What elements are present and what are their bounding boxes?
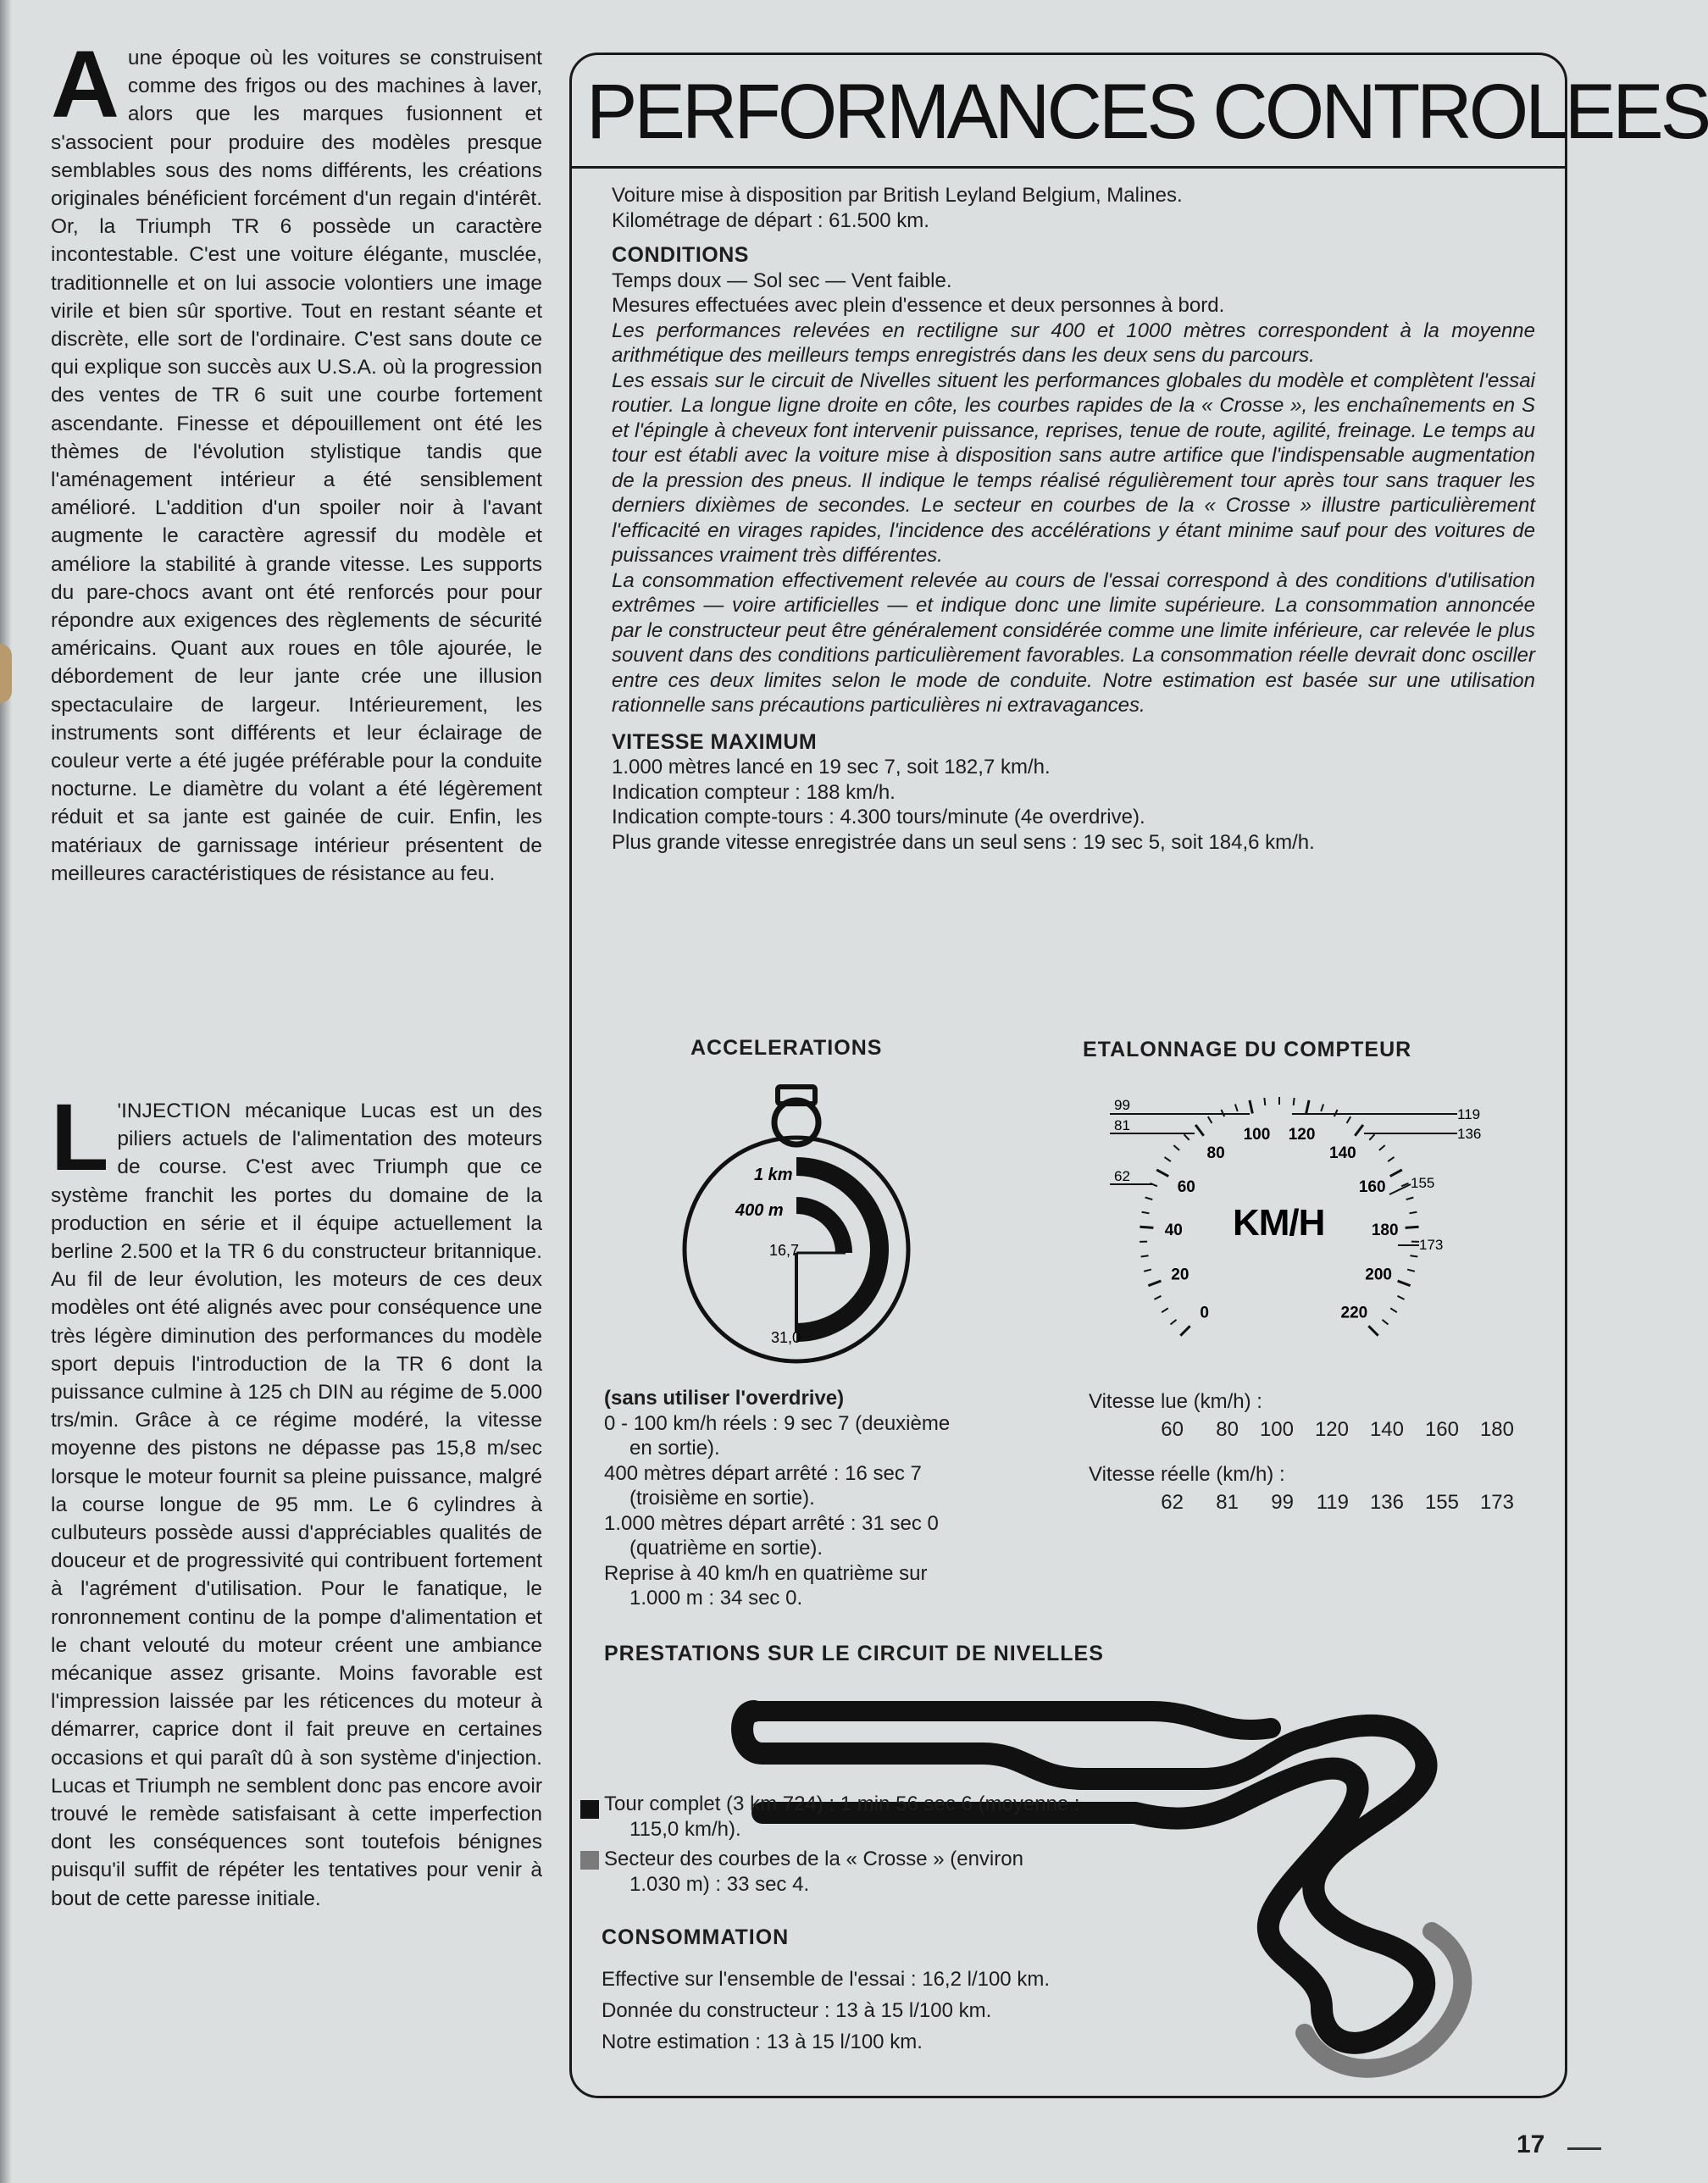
article-paragraph-2 <box>51 1084 542 1913</box>
article-paragraph-1 <box>51 31 542 888</box>
gauge-label-20: 20 <box>1171 1266 1190 1284</box>
gauge-minor-tick <box>1141 1255 1149 1256</box>
tour-line-1: Tour complet (3 km 724) : 1 min 56 sec 6 (moyenne : <box>604 1792 1080 1815</box>
gauge-major-tick <box>1250 1100 1252 1114</box>
intro-line-1: Voiture mise à disposition par British Leyland Belgium, Malines. <box>612 184 1183 207</box>
conditions-italic-1: Les performances relevées en rectiligne sur 400 et 1000 mètres correspondent à la moyenne arithmétique des meilleurs temps enregistrés dans les deux sens du parcours. <box>612 319 1535 367</box>
circuit-straight <box>754 1711 1271 1730</box>
gauge-unit: KM/H <box>1233 1202 1325 1244</box>
vitesse-reelle-label: Vitesse réelle (km/h) : <box>1089 1463 1285 1486</box>
etalonnage-heading: ETALONNAGE DU COMPTEUR <box>1083 1038 1412 1061</box>
gauge-label-120: 120 <box>1288 1125 1316 1144</box>
label-310: 31,0 <box>771 1329 801 1346</box>
speedometer-diagram <box>1084 1093 1482 1364</box>
lue-value: 60 <box>1161 1418 1184 1441</box>
gauge-minor-tick <box>1184 1134 1190 1140</box>
accel-line-1b: en sortie). <box>629 1437 720 1460</box>
page-edge-mark <box>0 644 12 703</box>
side-label-155: 155 <box>1411 1175 1435 1191</box>
legend-grey-square <box>580 1851 599 1870</box>
lue-value: 180 <box>1479 1418 1514 1441</box>
lue-value: 160 <box>1424 1418 1459 1441</box>
page-number: 17 <box>1517 2130 1545 2158</box>
gauge-major-tick <box>1368 1326 1378 1335</box>
conditions-line-2: Mesures effectuées avec plein d'essence et deux personnes à bord. <box>612 294 1225 317</box>
side-label-62: 62 <box>1114 1168 1130 1184</box>
gauge-minor-tick <box>1142 1212 1150 1214</box>
conso-line-2: Donnée du constructeur : 13 à 15 l/100 km. <box>602 1999 992 2022</box>
label-167: 16,7 <box>769 1242 800 1259</box>
gauge-minor-tick <box>1162 1308 1168 1312</box>
reelle-value: 173 <box>1479 1491 1514 1514</box>
gauge-major-tick <box>1390 1170 1402 1177</box>
gauge-minor-tick <box>1397 1296 1404 1299</box>
reelle-value: 81 <box>1216 1491 1239 1514</box>
circuit-stats <box>604 1792 1214 1897</box>
dropcap-a: A <box>51 31 119 137</box>
label-400m: 400 m <box>735 1201 784 1220</box>
box-title: PERFORMANCES CONTROLEES <box>586 69 1708 155</box>
gauge-label-60: 60 <box>1177 1178 1195 1197</box>
accel-line-3: 1.000 mètres départ arrêté : 31 sec 0 <box>604 1511 939 1535</box>
circuit-heading: PRESTATIONS SUR LE CIRCUIT DE NIVELLES <box>604 1642 1104 1665</box>
secteur-line-1b: 1.030 m) : 33 sec 4. <box>629 1872 810 1896</box>
dropcap-l: L <box>51 1084 109 1190</box>
side-label-99: 99 <box>1114 1097 1130 1113</box>
gauge-minor-tick <box>1379 1145 1385 1150</box>
gauge-minor-tick <box>1171 1320 1177 1325</box>
gauge-major-tick <box>1195 1125 1204 1136</box>
conso-line-3: Notre estimation : 13 à 15 l/100 km. <box>602 2031 923 2053</box>
title-rule <box>569 166 1567 169</box>
gauge-label-100: 100 <box>1243 1125 1271 1144</box>
gauge-label-180: 180 <box>1371 1222 1399 1240</box>
accel-line-1: 0 - 100 km/h réels : 9 sec 7 (deuxième <box>604 1411 951 1435</box>
accel-line-2b: (troisième en sortie). <box>629 1487 815 1510</box>
reelle-value: 136 <box>1369 1491 1404 1514</box>
stopwatch-diagram <box>669 1080 923 1381</box>
gauge-minor-tick <box>1144 1270 1151 1272</box>
gauge-label-140: 140 <box>1329 1144 1356 1162</box>
intro-line-2: Kilométrage de départ : 61.500 km. <box>612 208 929 232</box>
legend-black-square <box>580 1800 599 1819</box>
gauge-minor-tick <box>1164 1157 1170 1161</box>
accel-line-4b: 1.000 m : 34 sec 0. <box>629 1587 803 1610</box>
leader-155 <box>1389 1184 1411 1194</box>
gauge-minor-tick <box>1347 1116 1351 1123</box>
arc-400m <box>796 1205 844 1253</box>
reelle-value: 155 <box>1424 1491 1459 1514</box>
accel-line-2: 400 mètres départ arrêté : 16 sec 7 <box>604 1461 922 1485</box>
conditions-italic-3: La consommation effectivement relevée au cours de l'essai correspond à des conditions d'utilisation extrêmes — voire artificielles — et indique donc une limite supérieure. La consommation annoncée par le constructeur peut être généralement considérée comme une limite inférieure, car relevée le plus souvent dans des conditions particulièrement favorables. La consommation réelle devrait donc osciller entre ces deux limites selon le mode de conduite. Notre estimation est basée sur une utilisation rationnelle sans précautions particulières ni extravagances. <box>612 568 1535 717</box>
gauge-major-tick <box>1355 1125 1363 1136</box>
article-column-left <box>51 31 542 888</box>
vitesse-lue-label: Vitesse lue (km/h) : <box>1089 1390 1262 1413</box>
conditions-italic-2: Les essais sur le circuit de Nivelles situent les performances globales du modèle et complètent l'essai routier. La longue ligne droite en côte, les courbes rapides de la « Crosse », les enchaînements en S et l'épingle à cheveux font intervenir puissance, reprises, tenue de route, agilité, freinage. Le temps au tour est établi avec la voiture mise à disposition sans autre artifice que l'indispensable augmentation de la pression des pneus. Il indique le temps réalisé régulièrement tour après tour sans traquer les derniers dixièmes de secondes. Le secteur en courbes de la « Crosse » illustre particulièrement l'efficacité en virages rapides, l'incidence des accélérations y étant minime sauf pour des voitures de puissances vraiment très différentes. <box>612 368 1535 567</box>
accelerations-heading: ACCELERATIONS <box>690 1036 883 1060</box>
conditions-line-1: Temps doux — Sol sec — Vent faible. <box>612 269 952 292</box>
gauge-minor-tick <box>1208 1116 1212 1123</box>
gauge-minor-tick <box>1407 1270 1415 1272</box>
lue-value: 100 <box>1259 1418 1294 1441</box>
lue-value: 120 <box>1314 1418 1349 1441</box>
gauge-minor-tick <box>1264 1098 1265 1105</box>
page-number-dash <box>1567 2147 1601 2150</box>
gauge-major-tick <box>1180 1326 1190 1335</box>
gauge-major-tick <box>1398 1281 1411 1286</box>
gauge-label-40: 40 <box>1164 1222 1183 1240</box>
conso-line-1: Effective sur l'ensemble de l'essai : 16,2 l/100 km. <box>602 1968 1050 1991</box>
reelle-value: 119 <box>1316 1491 1349 1514</box>
tour-line-1b: 115,0 km/h). <box>629 1817 741 1841</box>
gauge-minor-tick <box>1410 1255 1417 1256</box>
gauge-major-tick <box>1148 1281 1161 1286</box>
vmax-line-1: 1.000 mètres lancé en 19 sec 7, soit 182,7 km/h. <box>612 756 1051 778</box>
vmax-line-4: Plus grande vitesse enregistrée dans un seul sens : 19 sec 5, soit 184,6 km/h. <box>612 830 1315 854</box>
vitesse-lue-row <box>1089 1416 1525 1443</box>
paragraph-2-text: 'INJECTION mécanique Lucas est un des piliers actuels de l'alimentation des moteurs de course. C'est avec Triumph que ce système franchit les portes du domaine de la production en série et il équipe actuellement la berline 2.500 et la TR 6 du constructeur britannique. Au fil de leur évolution, les moteurs de ces deux modèles ont été alignés avec pour conséquence une très légère diminution des performances du modèle sport depuis l'introduction de la TR 6 dont la puissance culmine à 125 ch DIN au régime de 5.000 trs/min. Grâce à ce régime modéré, la vitesse moyenne des pistons ne dépasse pas 15,8 m/sec lorsque le moteur fournit sa pleine puissance, malgré la course longue de 95 mm. Le 6 cylindres à culbuteurs possède aussi d'appréciables qualités de douceur et de progressivité qui contribuent fortement à l'agrément d'utilisation. Pour le fanatique, le ronronnement continu de la pompe d'alimentation et le chant velouté du moteur créent une ambiance mécanique assez grisante. Moins favorable est l'impression laissée par les réticences du moteur à démarrer, caprice dont il fait preuve en certaines occasions et qui paraît dû à son système d'injection. Lucas et Triumph ne semblent donc pas encore avoir trouvé le remède satisfaisant à cette imperfection dont les conséquences sont toutefois bénignes puisqu'il suffit de répéter les tentatives pour venir à bout de cette paresse initiale. <box>51 1100 542 1910</box>
gauge-label-200: 200 <box>1365 1266 1392 1284</box>
gauge-label-0: 0 <box>1200 1304 1209 1322</box>
side-label-119: 119 <box>1457 1106 1481 1122</box>
conso-stats <box>602 1964 1212 2058</box>
side-label-136: 136 <box>1457 1126 1482 1142</box>
gauge-minor-tick <box>1410 1212 1417 1214</box>
vmax-heading: VITESSE MAXIMUM <box>612 729 818 754</box>
conso-heading: CONSOMMATION <box>602 1925 790 1949</box>
conditions-heading: CONDITIONS <box>612 243 749 267</box>
vitesse-reelle-row <box>1089 1488 1525 1516</box>
paragraph-1-text: une époque où les voitures se construisent comme des frigos ou des machines à laver, alors que les marques fusionnent et s'associent pour produire des modèles presque semblables sous des noms différents, les créations originales bénéficient forcément d'un regain d'intérêt. Or, la Triumph TR 6 possède un caractère incontestable. C'est une voiture élégante, musclée, traditionnelle et on lui associe volontiers une image virile et bien sûr sportive. Tout en restant séante et discrète, elle sort de l'ordinaire. C'est sans doute ce qui explique son succès aux U.S.A. où la progression des ventes de TR 6 suit une courbe fortement ascendante. Finesse et dépouillement ont été les thèmes de l'évolution stylistique tandis que l'aménagement intérieur a été sensiblement amélioré. L'addition d'un spoiler noir à l'avant augmente le caractère agressif du modèle et améliore la stabilité à grande vitesse. Les supports du pare-chocs avant ont été renforcés pour pour répondre aux exigences des règlements de sécurité américains. Quant aux roues en tôle ajourée, le débordement de leur jante crée une illusion spectaculaire de largeur. Intérieurement, les instruments sont différents et leur éclairage de couleur verte a été jugée préférable pour la conduite nocturne. Le diamètre du volant a été légèrement réduit et sa jante est gainée de cuir. Enfin, les matériaux de garnissage intérieur présentent de meilleures caractéristiques de résistance au feu. <box>51 47 542 885</box>
gauge-major-tick <box>1156 1170 1168 1177</box>
gauge-minor-tick <box>1369 1134 1374 1140</box>
gauge-minor-tick <box>1235 1104 1238 1111</box>
gauge-minor-tick <box>1154 1296 1161 1299</box>
intro-block <box>612 183 1535 855</box>
label-1km: 1 km <box>754 1166 793 1184</box>
gauge-minor-tick <box>1388 1157 1394 1161</box>
speed-calibration <box>1089 1388 1525 1516</box>
vmax-line-3: Indication compte-tours : 4.300 tours/minute (4e overdrive). <box>612 806 1145 828</box>
side-label-81: 81 <box>1114 1117 1130 1133</box>
side-label-173: 173 <box>1419 1237 1444 1253</box>
lue-value: 80 <box>1216 1418 1239 1441</box>
article-column-left-lower <box>51 1084 542 1913</box>
reelle-value: 62 <box>1161 1491 1184 1514</box>
accel-subhead: (sans utiliser l'overdrive) <box>604 1387 845 1410</box>
reelle-value: 99 <box>1271 1491 1294 1514</box>
accel-line-3b: (quatrième en sortie). <box>629 1537 824 1560</box>
gauge-minor-tick <box>1321 1104 1323 1111</box>
lue-value: 140 <box>1369 1418 1404 1441</box>
page-edge-shadow <box>0 0 12 2183</box>
gauge-label-80: 80 <box>1206 1144 1225 1162</box>
gauge-label-220: 220 <box>1340 1304 1368 1322</box>
gauge-minor-tick <box>1390 1308 1397 1312</box>
gauge-minor-tick <box>1382 1320 1388 1325</box>
gauge-major-tick <box>1306 1100 1309 1114</box>
gauge-minor-tick <box>1145 1198 1153 1200</box>
acceleration-stats <box>604 1386 1062 1611</box>
gauge-minor-tick <box>1294 1098 1295 1105</box>
gauge-minor-tick <box>1406 1198 1414 1200</box>
gauge-minor-tick <box>1173 1145 1179 1150</box>
gauge-label-160: 160 <box>1358 1178 1386 1197</box>
secteur-line-1: Secteur des courbes de la « Crosse » (environ <box>604 1848 1023 1870</box>
accel-line-4: Reprise à 40 km/h en quatrième sur <box>604 1561 928 1585</box>
vmax-line-2: Indication compteur : 188 km/h. <box>612 780 896 804</box>
